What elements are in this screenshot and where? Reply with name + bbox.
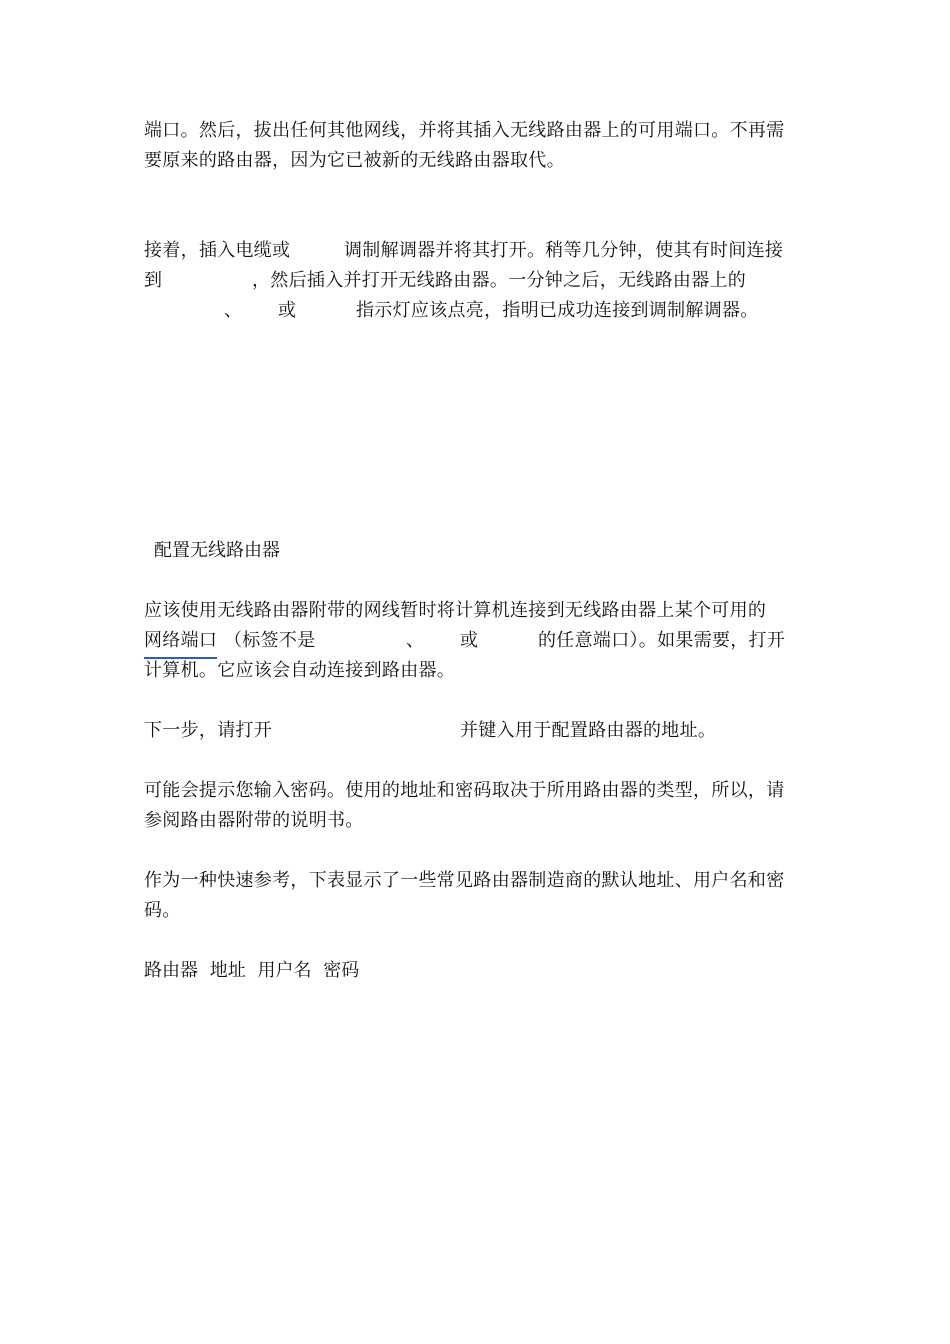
paragraph-2-line-2-b: ，然后插入并打开无线路由器。一分钟之后，无线路由器上的 (252, 270, 747, 291)
paragraph-3-line-2-a: （标签不是 (224, 630, 316, 651)
table-header-address: 地址 (209, 960, 246, 981)
paragraph-3-line-2-d: 的任意端口）。如果需要，打开 (538, 630, 786, 651)
paragraph-2-line-3 (144, 296, 814, 326)
router-table-header (144, 956, 365, 986)
paragraph-2-line-3-b: 或 (278, 300, 297, 321)
paragraph-1-line-1: 端口。然后，拔出任何其他网线，并将其插入无线路由器上的可用端口。不再需 (144, 120, 785, 141)
paragraph-3-line-3: 计算机。它应该会自动连接到路由器。 (144, 660, 456, 681)
network-port-link[interactable]: 网络端口 (144, 626, 217, 659)
paragraph-3-line-1: 应该使用无线路由器附带的网线暂时将计算机连接到无线路由器上某个可用的 (144, 600, 767, 621)
paragraph-2-line-1 (144, 236, 814, 266)
section-heading: 配置无线路由器 (154, 540, 280, 561)
paragraph-2-line-3-c: 指示灯应该点亮，指明已成功连接到调制解调器。 (356, 300, 759, 321)
table-header-username: 用户名 (257, 960, 312, 981)
paragraph-6-line-2: 码。 (144, 900, 181, 921)
paragraph-2-line-2-a: 到 (144, 270, 163, 291)
table-header-password: 密码 (323, 960, 360, 981)
paragraph-4-line-1-b: 并键入用于配置路由器的地址。 (460, 720, 717, 741)
paragraph-3-line-2 (144, 626, 814, 656)
paragraph-6-line-1: 作为一种快速参考，下表显示了一些常见路由器制造商的默认地址、用户名和密 (144, 870, 785, 891)
paragraph-2-line-1-b: 调制解调器并将其打开。稍等几分钟，使其有时间连接 (344, 240, 784, 261)
paragraph-5-line-2: 参阅路由器附带的说明书。 (144, 810, 364, 831)
table-header-router: 路由器 (144, 960, 198, 981)
paragraph-1-line-2: 要原来的路由器，因为它已被新的无线路由器取代。 (144, 150, 565, 171)
paragraph-3-line-2-c: 或 (460, 630, 479, 651)
paragraph-2-line-3-a: 、 (224, 300, 243, 321)
paragraph-4-line-1-a: 下一步，请打开 (144, 720, 273, 741)
paragraph-2-line-2 (144, 266, 814, 296)
paragraph-5-line-1: 可能会提示您输入密码。使用的地址和密码取决于所用路由器的类型，所以，请 (144, 780, 785, 801)
paragraph-3-line-2-b: 、 (406, 630, 425, 651)
paragraph-2-line-1-a: 接着，插入电缆或 (144, 240, 291, 261)
paragraph-4-line-1 (144, 716, 814, 746)
